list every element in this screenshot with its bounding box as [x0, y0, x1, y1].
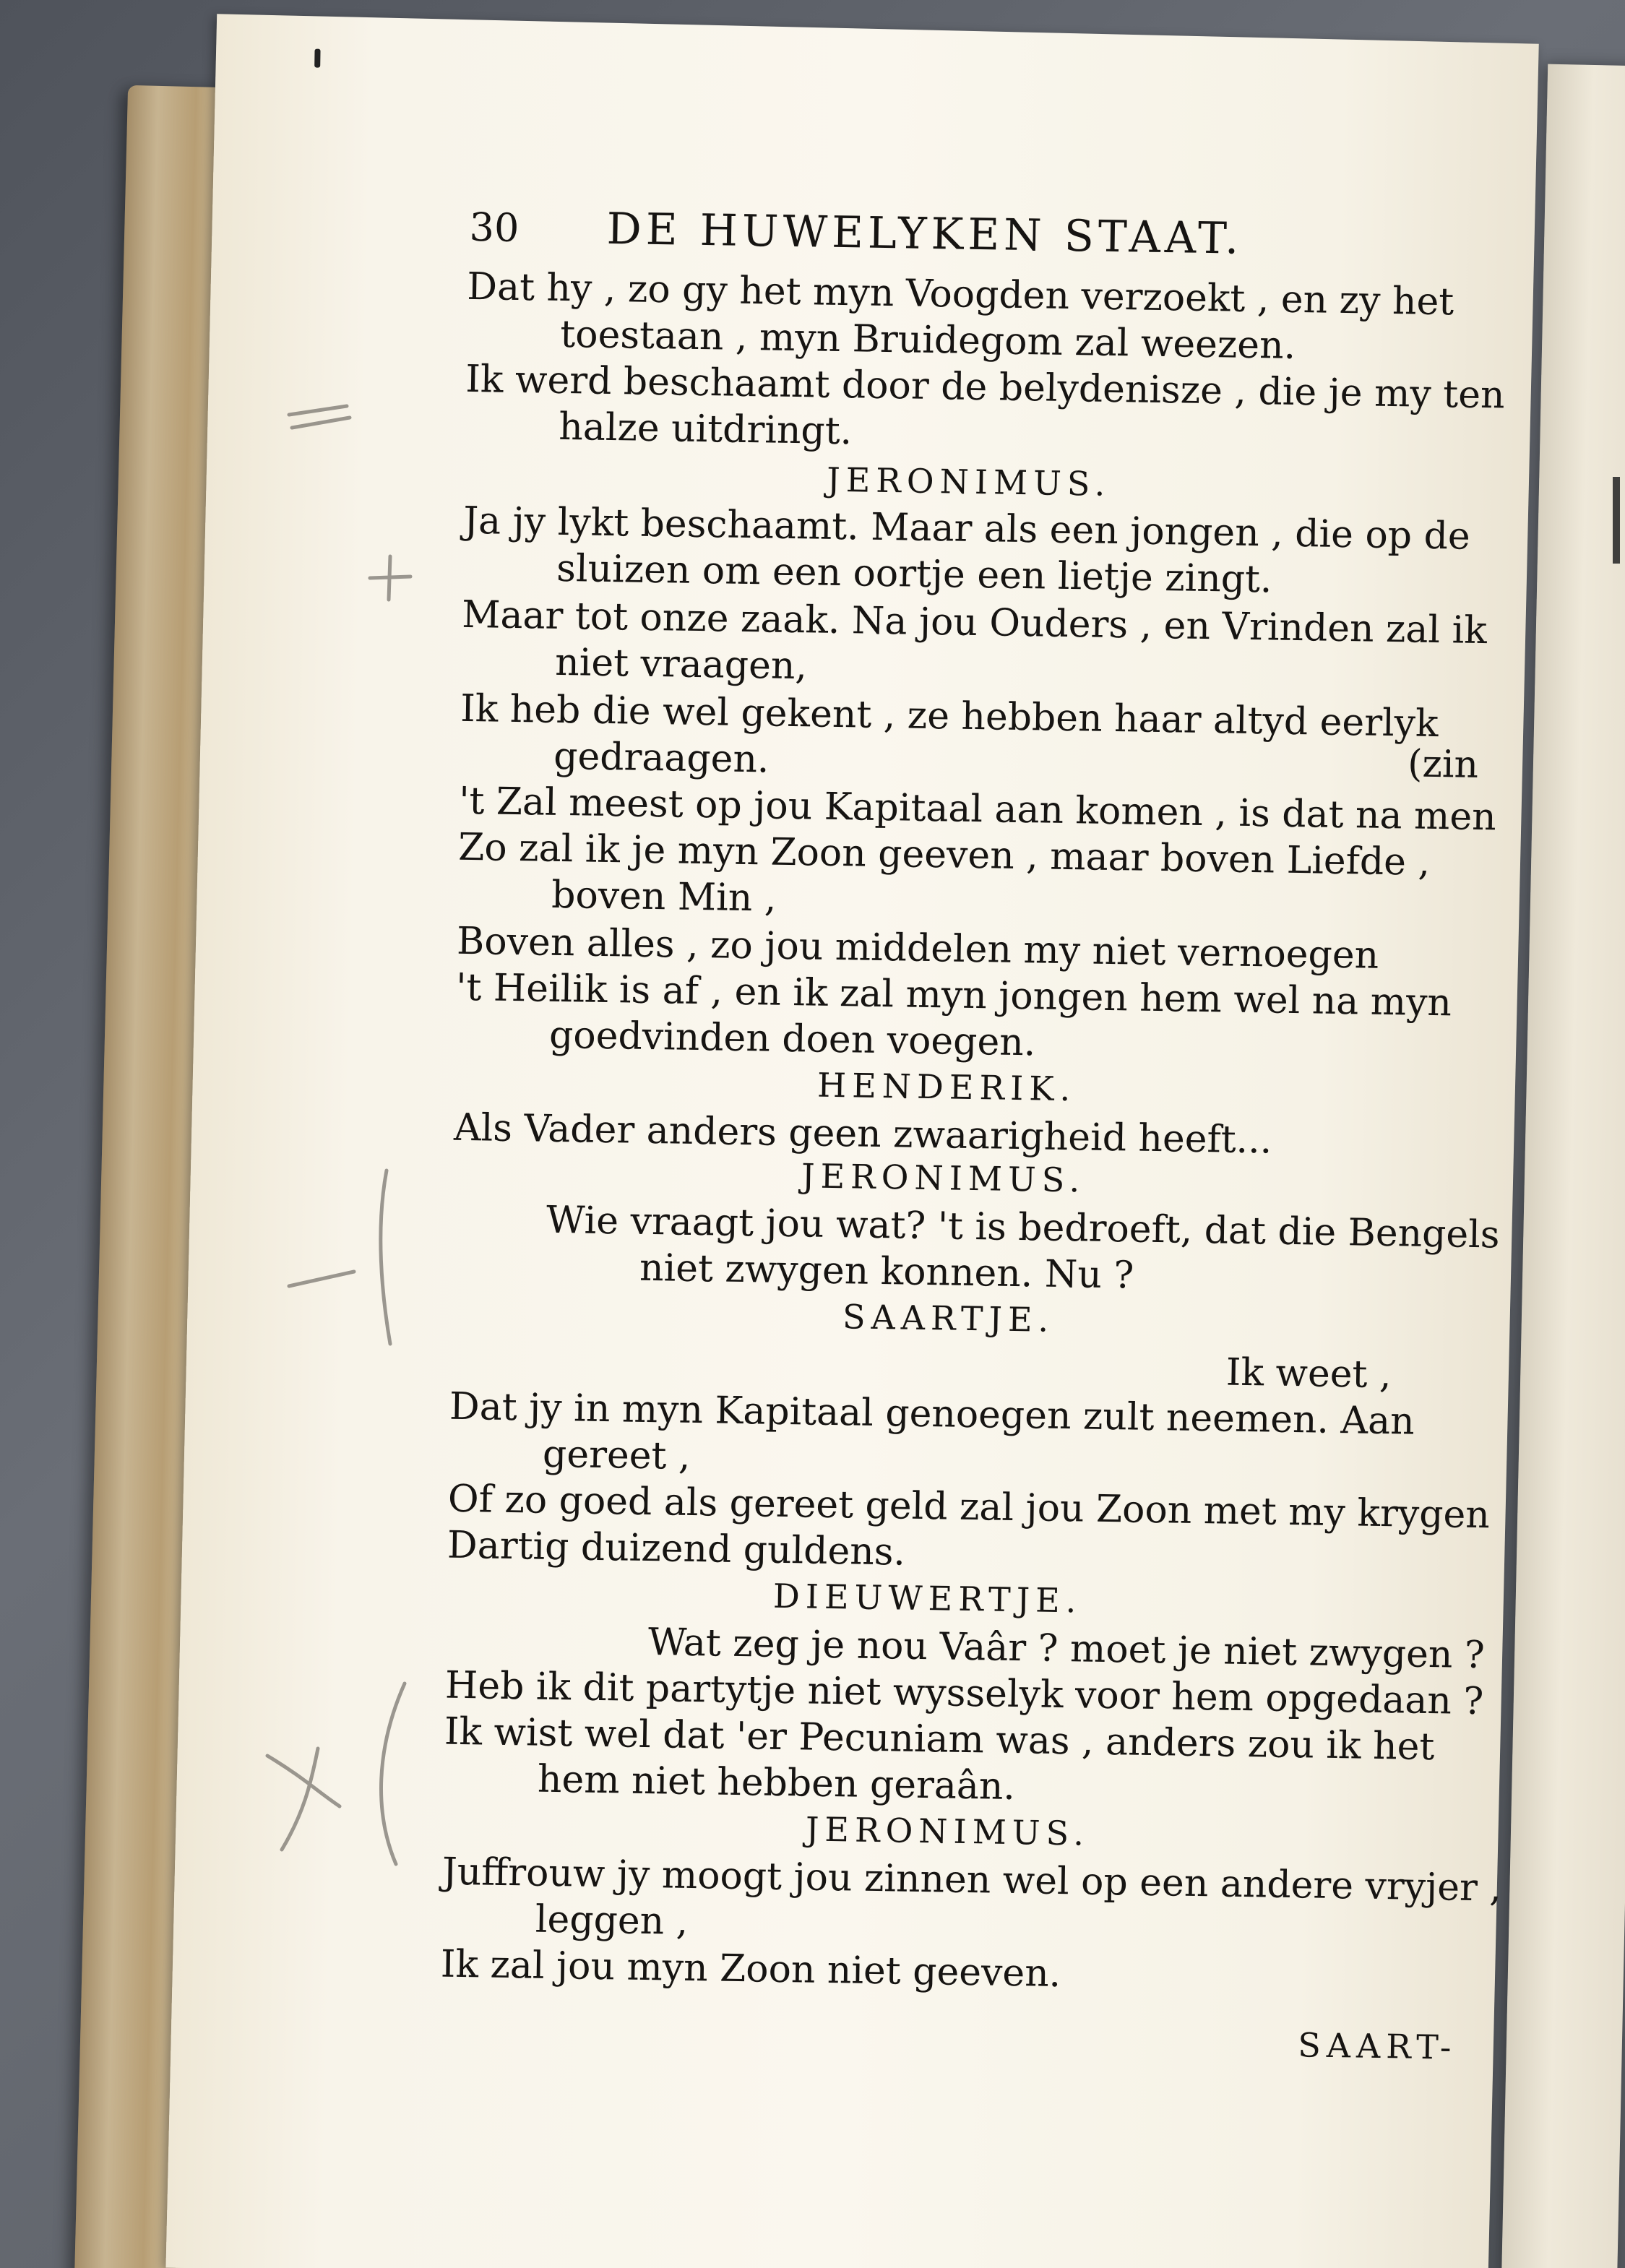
page-number: 30 — [469, 204, 520, 251]
verse-line: Heb ik dit partytje niet wysselyk voor hem opgedaan ? — [444, 1663, 1484, 1724]
verse-line: gereet , — [542, 1432, 691, 1478]
verse-line: Ik weet , — [1225, 1350, 1392, 1397]
verse-line: toestaan , myn Bruidegom zal weezen. — [559, 312, 1296, 368]
running-head: DE HUWELYKEN STAAT. — [606, 203, 1243, 264]
verse-line: Dat jy in myn Kapitaal genoegen zult neemen. Aan — [449, 1384, 1415, 1444]
verse-line: niet zwygen konnen. Nu ? — [639, 1246, 1134, 1298]
verse-line: goedvinden doen voegen. — [548, 1013, 1036, 1065]
pencil-cross-mark — [267, 1749, 340, 1850]
verse-line: Ja jy lykt beschaamt. Maar als een jongen , die op de — [462, 499, 1471, 559]
verse-line: niet vraagen, — [554, 640, 808, 689]
verse-line: Wat zeg je nou Vaâr ? moet je niet zwygen ? — [647, 1621, 1486, 1678]
pencil-bracket-mark — [381, 1683, 405, 1864]
verse-line: hem niet hebben geraân. — [537, 1757, 1016, 1809]
verse-line: leggen , — [535, 1897, 689, 1944]
verse-line: gedraagen. — [553, 734, 770, 782]
verse-line: sluizen om een oortje een lietje zingt. — [556, 546, 1272, 602]
speaker-name: JERONIMUS. — [805, 1809, 1090, 1853]
verse-line: Als Vader anders geen zwaarigheid heeft... — [453, 1105, 1272, 1163]
catchword: SAART- — [1297, 2025, 1457, 2067]
verse-line: Wie vraagt jou wat? 't is bedroeft, dat die Bengels — [546, 1198, 1500, 1257]
pencil-plus-mark — [370, 556, 410, 600]
verse-line: Boven alles , zo jou middelen my niet vernoegen — [456, 919, 1379, 978]
speaker-name: JERONIMUS. — [826, 460, 1111, 504]
verse-line: Ik heb die wel gekent , ze hebben haar altyd eerlyk — [460, 686, 1439, 746]
verse-line: halze uitdringt. — [558, 405, 853, 454]
pencil-dash-mark — [292, 418, 350, 428]
verse-line: boven Min , — [551, 873, 777, 920]
speaker-name: DIEUWERTJE. — [772, 1576, 1082, 1621]
verse-line: Zo zal ik je myn Zoon geeven , maar boven Liefde , — [457, 825, 1431, 884]
verse-line: Dartig duizend guldens. — [447, 1523, 906, 1574]
pencil-dash-mark — [289, 1272, 354, 1286]
verse-line: Juffrouw jy moogt jou zinnen wel op een andere vryjer , — [441, 1850, 1502, 1910]
verse-line: (zin — [1407, 742, 1479, 787]
speaker-name: JERONIMUS. — [801, 1156, 1086, 1200]
verse-line: Of zo goed als gereet geld zal jou Zoon met my krygen — [447, 1477, 1491, 1538]
speaker-name: HENDERIK. — [816, 1065, 1077, 1109]
verse-line: 't Zal meest op jou Kapitaal aan komen , is dat na men — [458, 779, 1497, 840]
verse-line: Ik zal jou myn Zoon niet geeven. — [440, 1942, 1061, 1996]
verse-line: Dat hy , zo gy het myn Voogden verzoekt , en zy het — [466, 264, 1454, 324]
verse-line: Maar tot onze zaak. Na jou Ouders , en Vrinden zal ik — [461, 592, 1488, 653]
pencil-bracket-mark — [381, 1170, 390, 1344]
pencil-dash-mark — [289, 406, 347, 415]
verse-line: Ik wist wel dat 'er Pecuniam was , anders zou ik het — [444, 1709, 1435, 1769]
verse-line: 't Heilik is af , en ik zal myn jongen hem wel na myn — [455, 965, 1452, 1025]
speaker-name: SAARTJE. — [842, 1297, 1055, 1340]
verse-line: Ik werd beschaamt door de belydenisze , die je my ten — [465, 357, 1505, 418]
